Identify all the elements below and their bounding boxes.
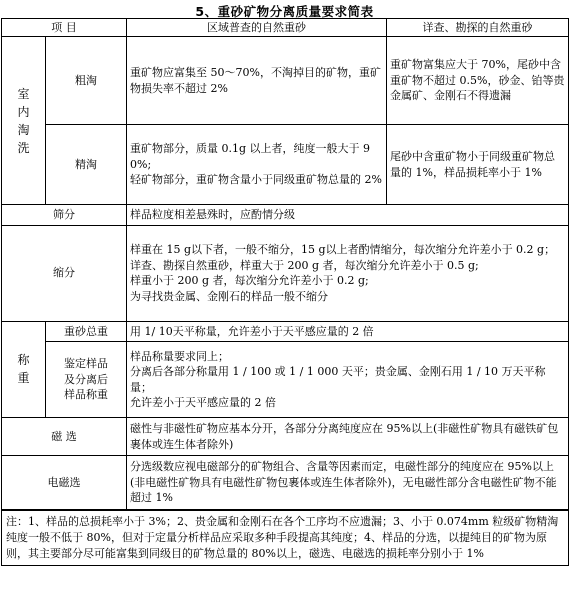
magnetic-text: 磁性与非磁性矿物应基本分开，各部分分离纯度应在 95%以上(非磁性矿物具有磁铁矿包裹体或连生体者除外): [127, 418, 569, 456]
total-weight-label: 重砂总重: [46, 321, 127, 342]
electromagnetic-label: 电磁选: [2, 456, 127, 510]
split-text: 样重在 15 g以下者，一般不缩分，15 g以上者酌情缩分，每次缩分允许差小于 0.2 g； 详查、勘探自然重砂，样重大于 200 g 者，每次缩分允许差小于 0.5 g; 样重小于 200 g 者，每次缩分允许差小于 0.2 g; 为寻找贵金属、金刚石的样品一般不缩分: [127, 225, 569, 321]
identify-weight-label: 鉴定样品 及分离后 样品称重: [46, 342, 127, 418]
rough-panning-label: 粗淘: [46, 37, 127, 125]
page-title: 5、重砂矿物分离质量要求简表: [195, 4, 374, 19]
table-row-fine-panning: [2, 125, 569, 205]
table-row-note: [2, 510, 569, 566]
table-note: 注：1、样品的总损耗率小于 3%；2、贵金属和金刚石在各个工序均不应遗漏；3、小于 0.074mm 粒级矿物精淘纯度一般不低于 80%，但对于定量分析样品应采取多种手段提高其纯度；4、样品的分选，以提纯目的矿物为原则，其主要部分尽可能富集到同级目的矿物总量的 80%以上，磁选、电磁选的损耗率分别小于 1%: [2, 510, 569, 566]
header-item: 项 目: [2, 19, 127, 37]
header-detailed: 详查、勘探的自然重砂: [387, 19, 569, 37]
rough-panning-detailed: 重矿物富集应大于 70%，尾砂中含重矿物不超过 0.5%，砂金、铂等贵金属矿、金刚石不得遗漏: [387, 37, 569, 125]
magnetic-label: 磁 选: [2, 418, 127, 456]
table-row-identify-weight: [2, 342, 569, 418]
header-regional: 区域普查的自然重砂: [127, 19, 387, 37]
weighing-label: 称 重: [2, 321, 46, 418]
table-row-rough-panning: [2, 37, 569, 125]
sieve-text: 样品粒度相差悬殊时，应酌情分级: [127, 205, 569, 226]
sieve-label: 筛分: [2, 205, 127, 226]
table-row-electromagnetic: [2, 456, 569, 510]
fine-panning-regional: 重矿物部分，质量 0.1g 以上者，纯度一般大于 90%; 轻矿物部分，重矿物含量小于同级重矿物总量的 2%: [127, 125, 387, 205]
split-label: 缩分: [2, 225, 127, 321]
table-header-row: [2, 19, 569, 37]
fine-panning-detailed: 尾砂中含重矿物小于同级重矿物总量的 1%，样品损耗率小于 1%: [387, 125, 569, 205]
table-row-total-weight: [2, 321, 569, 342]
electromagnetic-text: 分选级数应视电磁部分的矿物组合、含量等因素而定，电磁性部分的纯度应在 95%以上(非电磁性矿物具有电磁性矿物包裹体或连生体者除外)，无电磁性部分含电磁性矿物不能超过 1%: [127, 456, 569, 510]
table-row-magnetic: [2, 418, 569, 456]
indoor-panning-label: 室 内 淘 洗: [2, 37, 46, 205]
total-weight-text: 用 1/ 10天平称量，允许差小于天平感应量的 2 倍: [127, 321, 569, 342]
rough-panning-regional: 重矿物应富集至 50～70%，不淘掉目的矿物，重矿物损失率不超过 2%: [127, 37, 387, 125]
fine-panning-label: 精淘: [46, 125, 127, 205]
table-row-sieve: [2, 205, 569, 226]
quality-requirements-table: [1, 18, 569, 566]
table-row-split: [2, 225, 569, 321]
identify-weight-text: 样品称量要求同上； 分离后各部分称量用 1 / 100 或 1 / 1 000 天平；贵金属、金刚石用 1 / 10 万天平称量； 允许差小于天平感应量的 2 倍: [127, 342, 569, 418]
